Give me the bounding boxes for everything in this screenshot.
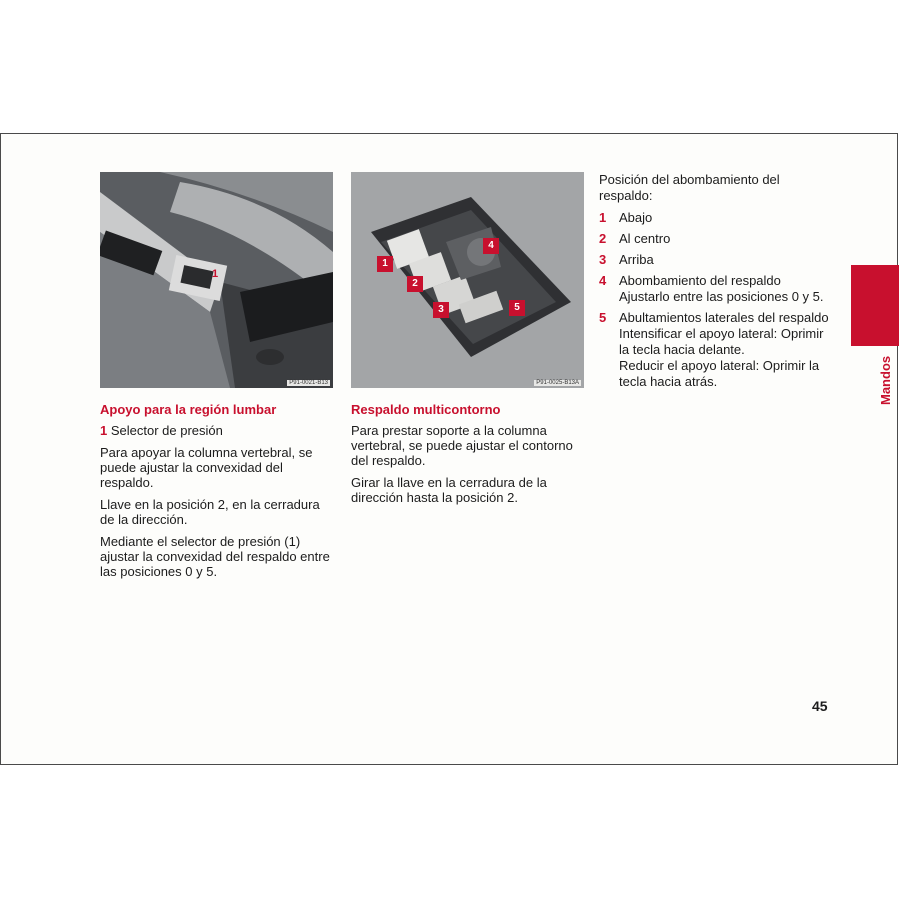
list-text: Arriba	[619, 252, 654, 267]
paragraph: Para apoyar la columna vertebral, se puede ajustar la convexidad del respaldo.	[100, 445, 313, 490]
photo-callout-4: 4	[483, 238, 499, 254]
list-text: Al centro	[619, 231, 671, 246]
paragraph: Girar la llave en la cerradura de la dirección hasta la posición 2.	[351, 475, 547, 505]
list-item	[599, 210, 834, 226]
list-item	[599, 231, 834, 247]
item-text: Selector de presión	[110, 423, 223, 438]
multicontour-switch-photo	[351, 172, 584, 388]
photo-callout-5: 5	[509, 300, 525, 316]
paragraph: Mediante el selector de presión (1) ajustar la convexidad del respaldo entre las posiciones 0 y 5.	[100, 534, 330, 579]
section-tab-label: Mandos	[878, 355, 893, 405]
list-text: Abombamiento del respaldo	[619, 273, 781, 288]
intro-text: Posición del abombamiento del respaldo:	[599, 172, 780, 203]
paragraph: Llave en la posición 2, en la cerradura de la dirección.	[100, 497, 320, 527]
list-subtext: Reducir el apoyo lateral: Oprimir la tecla hacia atrás.	[619, 358, 820, 389]
right-column	[599, 172, 834, 395]
position-list	[599, 210, 834, 390]
section-tab-marker	[851, 265, 899, 346]
multicontour-photo-illustration	[351, 172, 584, 388]
middle-column	[351, 172, 586, 512]
photo-callout-2: 2	[407, 276, 423, 292]
lumbar-support-photo	[100, 172, 333, 388]
list-number: 1	[599, 210, 607, 225]
list-number: 2	[599, 231, 607, 246]
section-heading-multicontour: Respaldo multicontorno	[351, 402, 501, 417]
list-item	[599, 252, 834, 268]
list-text: Abajo	[619, 210, 653, 225]
list-number: 4	[599, 273, 607, 288]
item-number: 1	[100, 423, 108, 438]
photo-callout-3: 3	[433, 302, 449, 318]
list-item	[599, 310, 834, 390]
list-subtext: Intensificar el apoyo lateral: Oprimir la tecla hacia delante.	[619, 326, 824, 357]
section-heading-lumbar: Apoyo para la región lumbar	[100, 402, 277, 417]
photo-code: P91-0021-B13	[289, 380, 328, 386]
photo-callout-1: 1	[377, 256, 393, 272]
list-subtext: Ajustarlo entre las posiciones 0 y 5.	[619, 289, 824, 304]
photo-code: P91-0025-B13A	[536, 380, 579, 386]
list-text: Abultamientos laterales del respaldo	[619, 310, 829, 325]
list-number: 5	[599, 310, 607, 325]
photo-callout-1: 1	[212, 268, 219, 280]
page-number: 45	[812, 698, 828, 714]
left-column	[100, 172, 335, 586]
paragraph: Para prestar soporte a la columna vertebral, se puede ajustar el contorno del respaldo.	[351, 423, 573, 468]
list-item	[599, 273, 834, 305]
item-line	[100, 423, 335, 438]
list-number: 3	[599, 252, 607, 267]
